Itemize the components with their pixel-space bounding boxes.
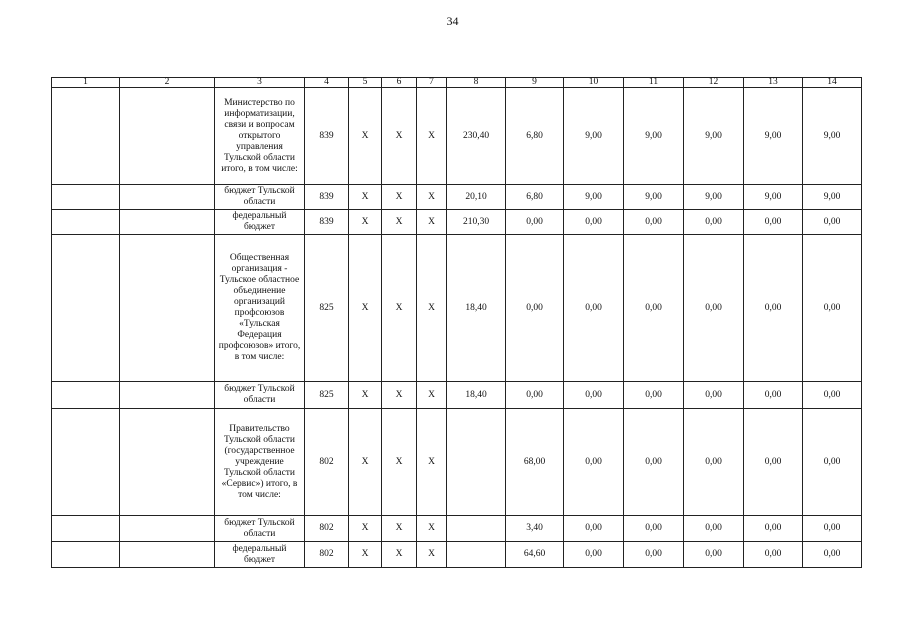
cell-13: 9,00 xyxy=(744,88,803,185)
row-code: 825 xyxy=(305,382,349,409)
cell-14: 0,00 xyxy=(803,210,862,235)
cell-2 xyxy=(120,382,215,409)
table-row xyxy=(52,382,862,409)
cell-9: 6,80 xyxy=(506,185,564,210)
row-code: 839 xyxy=(305,210,349,235)
cell-1 xyxy=(52,185,120,210)
cell-8 xyxy=(447,409,506,516)
cell-1 xyxy=(52,516,120,542)
row-name: бюджет Тульской области xyxy=(215,516,305,542)
cell-6: X xyxy=(382,382,417,409)
cell-9: 6,80 xyxy=(506,88,564,185)
col-header-3: 3 xyxy=(215,78,305,88)
col-header-5: 5 xyxy=(349,78,382,88)
cell-12: 0,00 xyxy=(684,235,744,382)
cell-10: 0,00 xyxy=(564,516,624,542)
cell-5: X xyxy=(349,185,382,210)
cell-8: 230,40 xyxy=(447,88,506,185)
row-code: 802 xyxy=(305,516,349,542)
row-code: 802 xyxy=(305,409,349,516)
cell-12: 0,00 xyxy=(684,409,744,516)
cell-13: 0,00 xyxy=(744,382,803,409)
cell-8: 20,10 xyxy=(447,185,506,210)
cell-7: X xyxy=(417,409,447,516)
cell-14: 9,00 xyxy=(803,185,862,210)
cell-13: 0,00 xyxy=(744,409,803,516)
cell-7: X xyxy=(417,210,447,235)
cell-1 xyxy=(52,409,120,516)
col-header-11: 11 xyxy=(624,78,684,88)
col-header-7: 7 xyxy=(417,78,447,88)
cell-12: 0,00 xyxy=(684,210,744,235)
cell-9: 68,00 xyxy=(506,409,564,516)
cell-5: X xyxy=(349,409,382,516)
cell-12: 9,00 xyxy=(684,88,744,185)
cell-5: X xyxy=(349,382,382,409)
cell-2 xyxy=(120,185,215,210)
cell-7: X xyxy=(417,382,447,409)
cell-9: 64,60 xyxy=(506,542,564,568)
cell-1 xyxy=(52,210,120,235)
cell-10: 0,00 xyxy=(564,382,624,409)
cell-6: X xyxy=(382,516,417,542)
cell-11: 0,00 xyxy=(624,542,684,568)
cell-10: 0,00 xyxy=(564,409,624,516)
cell-12: 0,00 xyxy=(684,516,744,542)
col-header-12: 12 xyxy=(684,78,744,88)
cell-8: 210,30 xyxy=(447,210,506,235)
cell-8: 18,40 xyxy=(447,382,506,409)
col-header-1: 1 xyxy=(52,78,120,88)
cell-6: X xyxy=(382,185,417,210)
cell-6: X xyxy=(382,409,417,516)
cell-12: 0,00 xyxy=(684,382,744,409)
cell-8 xyxy=(447,516,506,542)
cell-7: X xyxy=(417,542,447,568)
row-name: Общественная организация - Тульское областное объединение организаций профсоюзов «Тульская Федерация профсоюзов» итого, в том числе: xyxy=(215,235,305,382)
table-row xyxy=(52,409,862,516)
cell-9: 3,40 xyxy=(506,516,564,542)
cell-2 xyxy=(120,235,215,382)
cell-7: X xyxy=(417,88,447,185)
cell-11: 0,00 xyxy=(624,235,684,382)
col-header-6: 6 xyxy=(382,78,417,88)
table-row xyxy=(52,235,862,382)
cell-1 xyxy=(52,88,120,185)
cell-1 xyxy=(52,542,120,568)
col-header-4: 4 xyxy=(305,78,349,88)
cell-11: 9,00 xyxy=(624,185,684,210)
cell-13: 0,00 xyxy=(744,235,803,382)
row-name: бюджет Тульской области xyxy=(215,382,305,409)
cell-9: 0,00 xyxy=(506,210,564,235)
cell-7: X xyxy=(417,516,447,542)
row-code: 802 xyxy=(305,542,349,568)
row-name: Правительство Тульской области (государственное учреждение Тульской области «Сервис») итого, в том числе: xyxy=(215,409,305,516)
cell-13: 0,00 xyxy=(744,542,803,568)
col-header-10: 10 xyxy=(564,78,624,88)
cell-13: 0,00 xyxy=(744,210,803,235)
cell-10: 9,00 xyxy=(564,88,624,185)
cell-11: 0,00 xyxy=(624,210,684,235)
cell-5: X xyxy=(349,516,382,542)
col-header-8: 8 xyxy=(447,78,506,88)
cell-13: 9,00 xyxy=(744,185,803,210)
row-name: федеральный бюджет xyxy=(215,210,305,235)
cell-6: X xyxy=(382,542,417,568)
cell-10: 0,00 xyxy=(564,542,624,568)
cell-14: 0,00 xyxy=(803,382,862,409)
cell-2 xyxy=(120,516,215,542)
table-row xyxy=(52,542,862,568)
cell-11: 9,00 xyxy=(624,88,684,185)
cell-14: 0,00 xyxy=(803,542,862,568)
table-row xyxy=(52,88,862,185)
row-code: 839 xyxy=(305,185,349,210)
cell-2 xyxy=(120,88,215,185)
table-row xyxy=(52,185,862,210)
budget-table xyxy=(51,77,862,568)
cell-8: 18,40 xyxy=(447,235,506,382)
cell-2 xyxy=(120,409,215,516)
col-header-2: 2 xyxy=(120,78,215,88)
page-number: 34 xyxy=(446,14,459,28)
cell-10: 9,00 xyxy=(564,185,624,210)
cell-6: X xyxy=(382,235,417,382)
cell-12: 0,00 xyxy=(684,542,744,568)
table-row xyxy=(52,210,862,235)
cell-14: 0,00 xyxy=(803,409,862,516)
cell-14: 0,00 xyxy=(803,235,862,382)
col-header-13: 13 xyxy=(744,78,803,88)
cell-1 xyxy=(52,235,120,382)
cell-14: 9,00 xyxy=(803,88,862,185)
cell-5: X xyxy=(349,235,382,382)
col-header-14: 14 xyxy=(803,78,862,88)
col-header-9: 9 xyxy=(506,78,564,88)
cell-1 xyxy=(52,382,120,409)
row-name: Министерство по информатизации, связи и вопросам открытого управления Тульской области итого, в том числе: xyxy=(215,88,305,185)
cell-7: X xyxy=(417,235,447,382)
cell-11: 0,00 xyxy=(624,382,684,409)
cell-5: X xyxy=(349,542,382,568)
cell-8 xyxy=(447,542,506,568)
cell-6: X xyxy=(382,88,417,185)
cell-2 xyxy=(120,542,215,568)
cell-11: 0,00 xyxy=(624,409,684,516)
cell-10: 0,00 xyxy=(564,210,624,235)
cell-11: 0,00 xyxy=(624,516,684,542)
row-name: бюджет Тульской области xyxy=(215,185,305,210)
cell-5: X xyxy=(349,210,382,235)
cell-9: 0,00 xyxy=(506,235,564,382)
cell-6: X xyxy=(382,210,417,235)
header-row xyxy=(52,78,862,88)
cell-13: 0,00 xyxy=(744,516,803,542)
cell-12: 9,00 xyxy=(684,185,744,210)
cell-10: 0,00 xyxy=(564,235,624,382)
cell-2 xyxy=(120,210,215,235)
table-row xyxy=(52,516,862,542)
row-code: 839 xyxy=(305,88,349,185)
row-code: 825 xyxy=(305,235,349,382)
cell-5: X xyxy=(349,88,382,185)
cell-14: 0,00 xyxy=(803,516,862,542)
cell-9: 0,00 xyxy=(506,382,564,409)
cell-7: X xyxy=(417,185,447,210)
row-name: федеральный бюджет xyxy=(215,542,305,568)
